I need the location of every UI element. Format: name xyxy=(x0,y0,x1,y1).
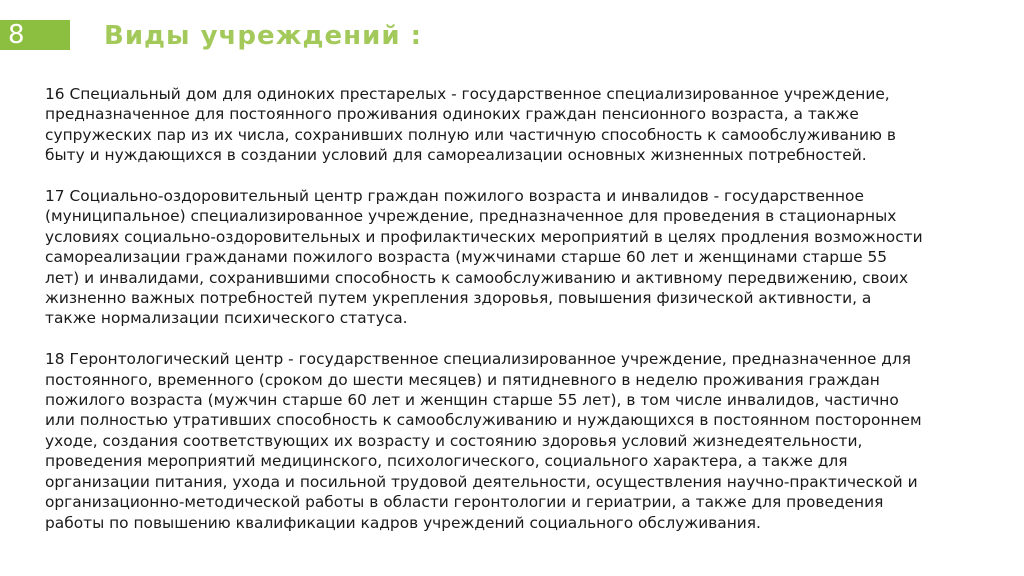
paragraph-special-home: 16 Специальный дом для одиноких престарелых - государственное специализированное учреждение, предназначенное для постоянного проживания одиноких граждан пенсионного возраста, а также супружеских пар из их числа, сохранивших полную или частичную способность к самообслуживанию в быту и нуждающихся в создании условий для самореализации основных жизненных потребностей. xyxy=(45,85,896,165)
slide-number: 8 xyxy=(8,20,25,50)
paragraph-gerontology-center: 18 Геронтологический центр - государственное специализированное учреждение, предназначенное для постоянного, временного (сроком до шести месяцев) и пятидневного в неделю проживания граждан пожилого возраста (мужчин старше 60 лет и женщин старше 55 лет), в том числе инвалидов, частично или полностью утративших способность к самообслуживанию и нуждающихся в постоянном постороннем уходе, создания соответствующих их возрасту и состоянию здоровья условий жизнедеятельности, проведения мероприятий медицинского, психологического, социального характера, а также для организации питания, ухода и посильной трудовой деятельности, осуществления научно-практической и организационно-методической работы в области геронтологии и гериатрии, а также для проведения работы по повышению квалификации кадров учреждений социального обслуживания. xyxy=(45,350,922,532)
slide-number-badge xyxy=(0,20,70,50)
slide-body xyxy=(45,84,1015,533)
paragraph-health-center: 17 Социально-оздоровительный центр граждан пожилого возраста и инвалидов - государственное (муниципальное) специализированное учреждение, предназначенное для проведения в стационарных условиях социально-оздоровительных и профилактических мероприятий в целях продления возможности самореализации гражданами пожилого возраста (мужчинами старше 60 лет и женщинами старше 55 лет) и инвалидами, сохранившими способность к самообслуживанию и активному передвижению, своих жизненно важных потребностей путем укрепления здоровья, повышения физической активности, а также нормализации психического статуса. xyxy=(45,187,923,328)
slide-title: Виды учреждений : xyxy=(104,21,422,51)
